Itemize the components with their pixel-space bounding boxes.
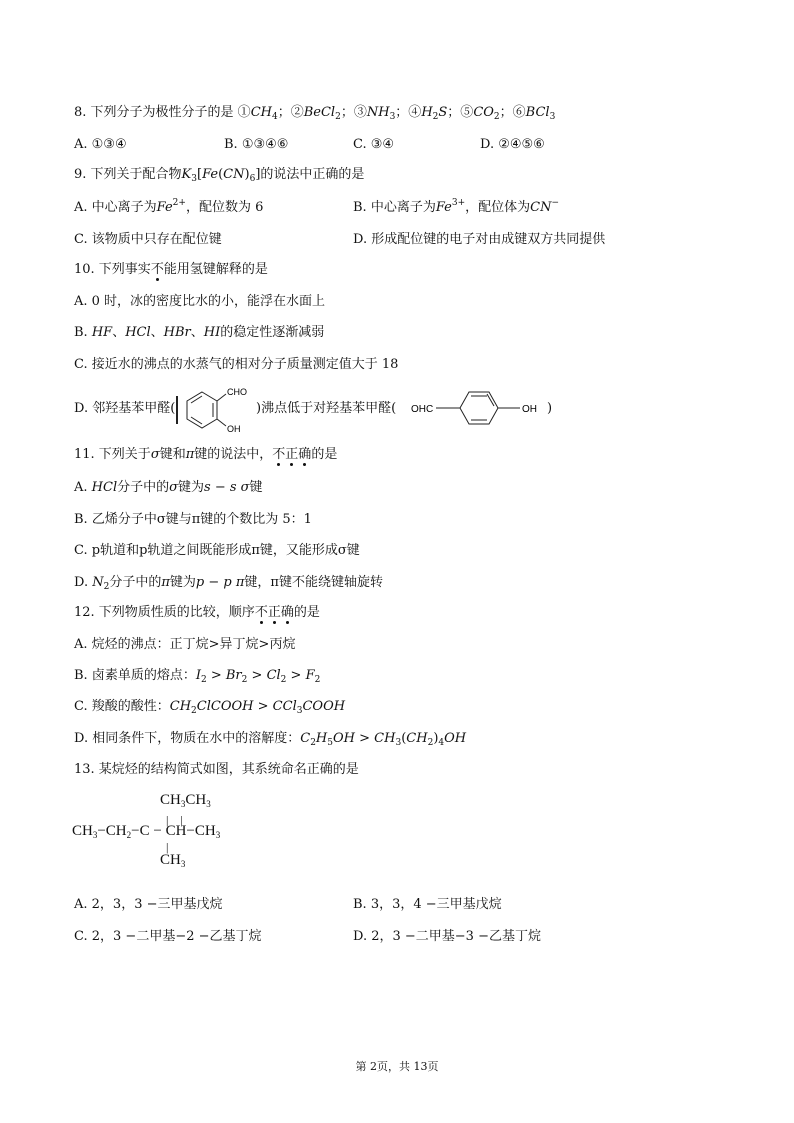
q9-stem: 9. 下列关于配合物$K_3[Fe(CN)_6]$的说法中正确的是 xyxy=(74,167,365,184)
q13-stem: 13. 某烷烃的结构简式如图，其系统命名正确的是 xyxy=(74,762,359,777)
q12-option-c: C. 羧酸的酸性：$CH_2ClCOOH$ > CCl$_3$COOH xyxy=(74,699,346,716)
q8-option-b: B. ①③④⑥ xyxy=(224,137,289,152)
q9-option-b: B. 中心离子为$Fe^{3+}$，配位体为CN− xyxy=(353,198,560,215)
q8-stem: 8. 下列分子为极性分子的是 $①CH_4$；②BeCl$_2$；$③NH_3$；$④H_2S$；$⑤CO_2$；⑥BCl$_3$ xyxy=(74,105,556,122)
q12-option-b: B. 卤素单质的熔点：$I_2 > Br_2 > Cl_2 > F_2$ xyxy=(74,668,321,685)
para-hydroxybenzaldehyde-structure xyxy=(408,384,556,432)
q13-option-a: A. 2，3，3 −三甲基戊烷 xyxy=(74,897,223,912)
q10-option-a: A. 0 时，冰的密度比水的小，能浮在水面上 xyxy=(74,294,326,309)
oh-label: OH xyxy=(227,424,241,434)
ohc-label: OHC xyxy=(411,404,434,415)
cho-label: CHO xyxy=(227,387,247,397)
q11-option-a: A. HCl分子中的σ键为s − s σ键 xyxy=(74,480,263,495)
oh-label-2: OH xyxy=(522,404,537,415)
q11-option-d: D. $N_2$分子中的π键为p − p π键，π键不能绕键轴旋转 xyxy=(74,575,383,592)
q13-option-c: C. 2，3 −二甲基−2 −乙基丁烷 xyxy=(74,929,262,944)
q8-option-c: C. ③④ xyxy=(353,137,395,152)
alkane-structure: $CH_3CH_3$ | | $CH_3-CH_2-C - CH-CH_3$ | $CH_3$ xyxy=(72,792,221,869)
q13-option-b: B. 3，3，4 −三甲基戊烷 xyxy=(353,897,502,912)
ortho-hydroxybenzaldehyde-structure xyxy=(172,382,262,438)
q8-option-d: D. ②④⑤⑥ xyxy=(480,137,545,152)
q10-option-d: D. 邻羟基苯甲醛( xyxy=(74,401,176,416)
q10-option-b: B. HF、HCl、HBr、HI的稳定性逐渐减弱 xyxy=(74,325,325,340)
q9-option-a: A. 中心离子为$Fe^{2+}$，配位数为 6 xyxy=(74,198,264,215)
page-footer: 第 2页，共 13页 xyxy=(355,1060,439,1073)
q12-stem: 12. 下列物质性质的比较，顺序不正确的是 xyxy=(74,605,320,620)
q10-option-c: C. 接近水的沸点的水蒸气的相对分子质量测定值大于 18 xyxy=(74,357,399,372)
q10-option-d-mid: )沸点低于对羟基苯甲醛( xyxy=(256,401,397,416)
q11-stem: 11. 下列关于σ键和π键的说法中，不正确的是 xyxy=(74,447,338,462)
q10-option-d-end: ) xyxy=(547,401,553,416)
q13-option-d: D. 2，3 −二甲基−3 −乙基丁烷 xyxy=(353,929,541,944)
q12-option-a: A. 烷烃的沸点：正丁烷>异丁烷>丙烷 xyxy=(74,637,296,652)
q12-option-d: D. 相同条件下，物质在水中的溶解度：$C_2H_5OH > CH_3(CH_2)_4OH$ xyxy=(74,731,467,748)
q11-option-b: B. 乙烯分子中σ键与π键的个数比为 5：1 xyxy=(74,512,312,527)
q9-option-c: C. 该物质中只存在配位键 xyxy=(74,232,222,247)
q8-option-a: A. ①③④ xyxy=(74,137,127,152)
q9-option-d: D. 形成配位键的电子对由成键双方共同提供 xyxy=(353,232,606,247)
q11-option-c: C. p轨道和p轨道之间既能形成π键，又能形成σ键 xyxy=(74,543,360,558)
q10-stem: 10. 下列事实不能用氢键解释的是 xyxy=(74,262,268,277)
